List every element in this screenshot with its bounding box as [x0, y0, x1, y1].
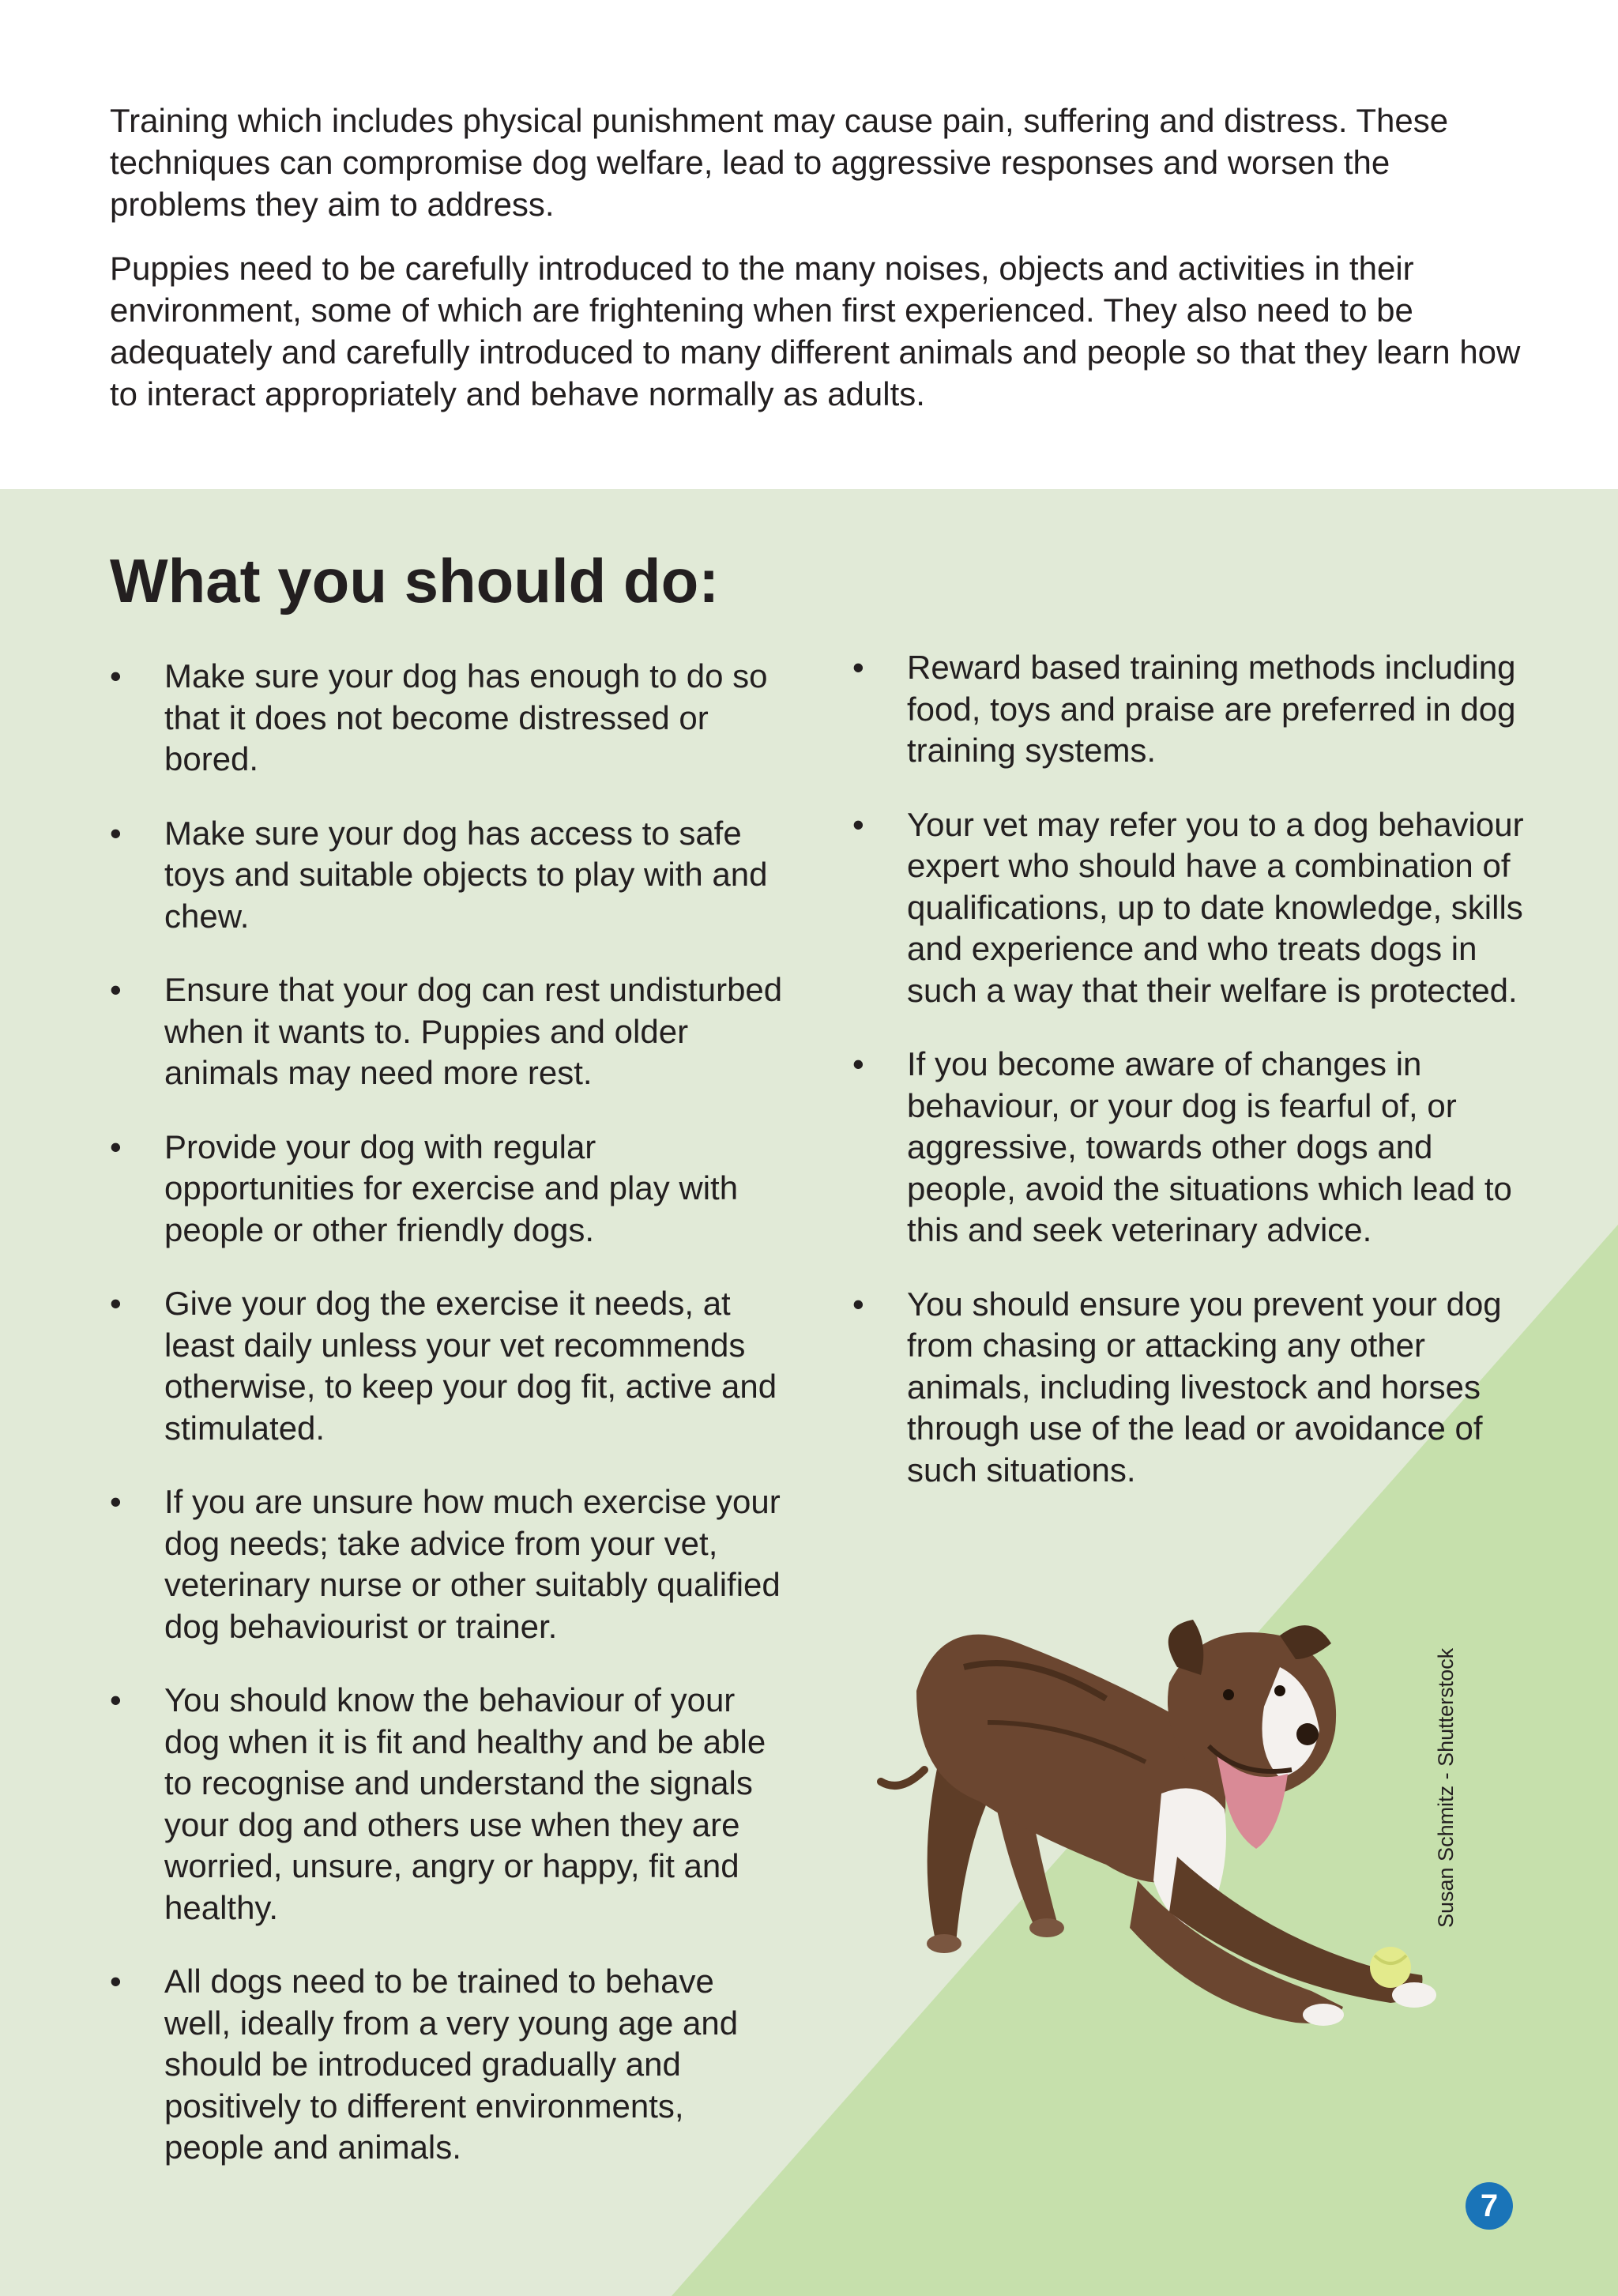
- advice-list-left: [110, 656, 789, 2201]
- list-item-text: Ensure that your dog can rest undisturbed when it wants to. Puppies and older animals may need more rest.: [164, 971, 783, 1091]
- bullet: •: [852, 1285, 864, 1323]
- list-item: [110, 1127, 789, 1252]
- bullet: •: [110, 1483, 122, 1520]
- section-heading: What you should do:: [110, 546, 720, 615]
- list-item-text: If you are unsure how much exercise your dog needs; take advice from your vet, veterinary nurse or other suitably qualified dog behaviourist or trainer.: [164, 1483, 781, 1645]
- bullet: •: [110, 814, 122, 852]
- bullet: •: [110, 657, 122, 694]
- bullet: •: [852, 805, 864, 843]
- page-number-badge: 7: [1466, 2182, 1513, 2230]
- dog-photo: [869, 1596, 1501, 2086]
- list-item: [110, 1961, 789, 2169]
- list-item-text: Your vet may refer you to a dog behaviour expert who should have a combination of qualifications, up to date knowledge, skills and experience and who treats dogs in such a way that their welfare is protected.: [907, 805, 1524, 1009]
- bullet: •: [110, 1681, 122, 1718]
- bullet: •: [852, 1045, 864, 1082]
- bullet: •: [110, 971, 122, 1008]
- list-item-text: You should know the behaviour of your dog when it is fit and healthy and be able to recognise and understand the signals your dog and others use when they are worried, unsure, angry or happy, fit and healthy.: [164, 1681, 766, 1926]
- list-item: [110, 1481, 789, 1647]
- list-item-text: Provide your dog with regular opportunities for exercise and play with people or other friendly dogs.: [164, 1127, 739, 1248]
- advice-list-right: [852, 647, 1532, 1523]
- list-item: [852, 1044, 1532, 1252]
- list-item: [110, 969, 789, 1094]
- intro-text: [110, 100, 1532, 437]
- bullet: •: [852, 649, 864, 686]
- list-item: [852, 1284, 1532, 1492]
- list-item-text: Reward based training methods including food, toys and praise are preferred in dog training systems.: [907, 649, 1516, 769]
- list-item: [852, 647, 1532, 772]
- list-item: [110, 1680, 789, 1929]
- intro-paragraph: Puppies need to be carefully introduced to the many noises, objects and activities in their environment, some of which are frightening when first experienced. They also need to be adequately and carefully introduced to many different animals and people so that they learn how to interact appropriately and behave normally as adults.: [110, 250, 1521, 412]
- list-item: [110, 1283, 789, 1449]
- list-item-text: Give your dog the exercise it needs, at least daily unless your vet recommends otherwise, to keep your dog fit, active and stimulated.: [164, 1285, 777, 1447]
- list-item-text: You should ensure you prevent your dog from chasing or attacking any other animals, including livestock and horses through use of the lead or avoidance of such situations.: [907, 1285, 1502, 1489]
- bullet: •: [110, 1285, 122, 1322]
- photo-credit: Susan Schmitz - Shutterstock: [1434, 1647, 1458, 1928]
- list-item: [110, 813, 789, 938]
- bullet: •: [110, 1127, 122, 1165]
- list-item-text: Make sure your dog has access to safe toys and suitable objects to play with and chew.: [164, 814, 768, 935]
- list-item: [110, 656, 789, 781]
- intro-paragraph: Training which includes physical punishment may cause pain, suffering and distress. These techniques can compromise dog welfare, lead to aggressive responses and worsen the problems they aim to address.: [110, 102, 1449, 223]
- list-item: [852, 804, 1532, 1012]
- bullet: •: [110, 1963, 122, 2000]
- list-item-text: If you become aware of changes in behaviour, or your dog is fearful of, or aggressive, towards other dogs and people, avoid the situations which lead to this and seek veterinary advice.: [907, 1045, 1512, 1248]
- list-item-text: Make sure your dog has enough to do so that it does not become distressed or bored.: [164, 657, 768, 777]
- list-item-text: All dogs need to be trained to behave well, ideally from a very young age and should be introduced gradually and positively to different environments, people and animals.: [164, 1963, 739, 2166]
